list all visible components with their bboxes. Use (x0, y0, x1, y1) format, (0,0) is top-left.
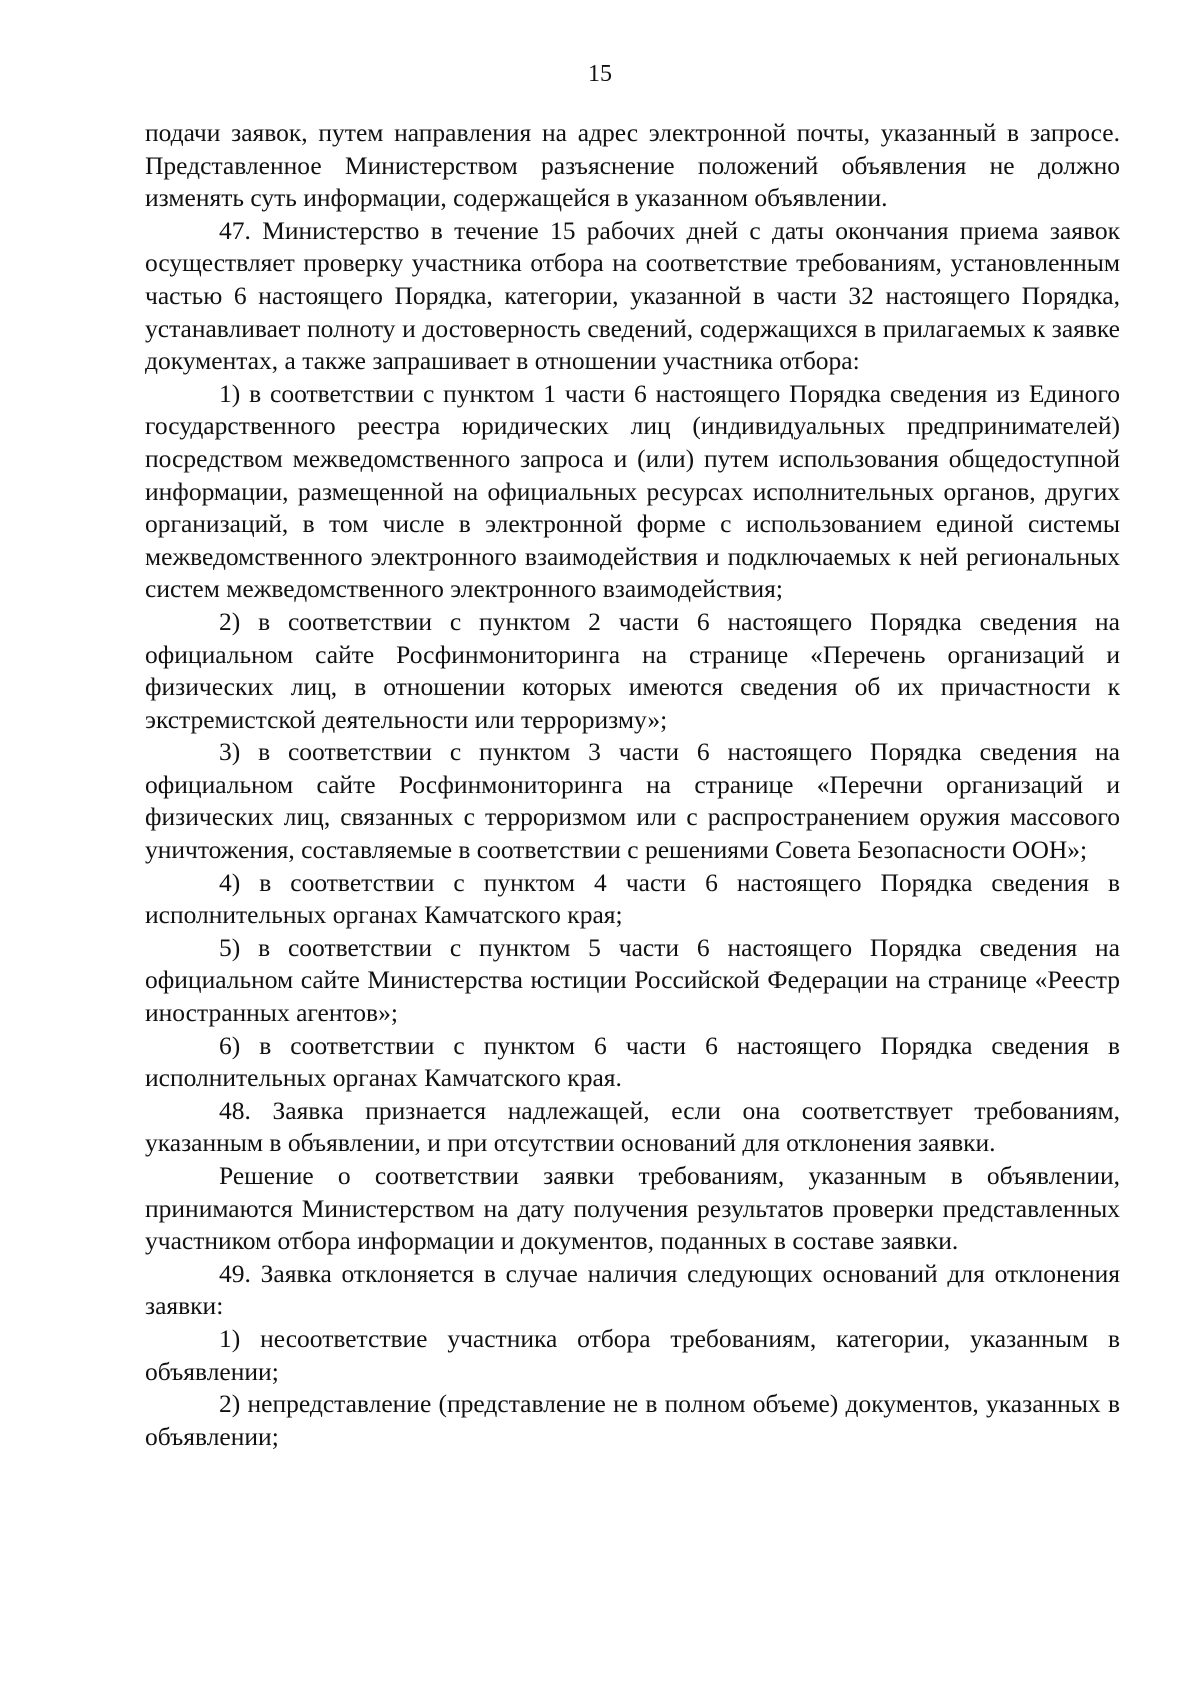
paragraph-continuation: подачи заявок, путем направления на адрес электронной почты, указанный в запросе. Представленное Министерством разъяснение положений объявления не должно изменять суть информации, содержащейся в указанном объявлении. (145, 118, 1120, 213)
paragraph-decision: Решение о соответствии заявки требованиям, указанным в объявлении, принимаются Министерством на дату получения результатов проверки представленных участником отбора информации и документов, поданных в составе заявки. (145, 1161, 1120, 1256)
paragraph-item-5: 5) в соответствии с пунктом 5 части 6 настоящего Порядка сведения на официальном сайте Министерства юстиции Российской Федерации на странице «Реестр иностранных агентов»; (145, 932, 1120, 1028)
paragraph-rejection-1: 1) несоответствие участника отбора требованиям, категории, указанным в объявлении; (145, 1323, 1120, 1386)
paragraph-item-4: 4) в соответствии с пунктом 4 части 6 настоящего Порядка сведения в исполнительных органах Камчатского края; (145, 867, 1120, 930)
paragraph-clause-49: 49. Заявка отклоняется в случае наличия следующих оснований для отклонения заявки: (145, 1258, 1120, 1321)
paragraph-item-2: 2) в соответствии с пунктом 2 части 6 настоящего Порядка сведения на официальном сайте Росфинмониторинга на странице «Перечень организаций и физических лиц, в отношении которых имеются сведения об их причастности к экстремистской деятельности или терроризму»; (145, 606, 1120, 734)
page-number: 15 (588, 61, 612, 87)
paragraph-clause-48: 48. Заявка признается надлежащей, если она соответствует требованиям, указанным в объявлении, и при отсутствии оснований для отклонения заявки. (145, 1095, 1120, 1158)
paragraph-item-1: 1) в соответствии с пунктом 1 части 6 настоящего Порядка сведения из Единого государственного реестра юридических лиц (индивидуальных предпринимателей) посредством межведомственного запроса и (или) путем использования общедоступной информации, размещенной на официальных ресурсах исполнительных органов, других организаций, в том числе в электронной форме с использованием единой системы межведомственного электронного взаимодействия и подключаемых к ней региональных систем межведомственного электронного взаимодействия; (145, 378, 1120, 604)
paragraph-item-6: 6) в соответствии с пунктом 6 части 6 настоящего Порядка сведения в исполнительных органах Камчатского края. (145, 1030, 1120, 1093)
paragraph-rejection-2: 2) непредставление (представление не в полном объеме) документов, указанных в объявлении; (145, 1389, 1120, 1451)
paragraph-clause-47: 47. Министерство в течение 15 рабочих дней с даты окончания приема заявок осуществляет проверку участника отбора на соответствие требованиям, установленным частью 6 настоящего Порядка, категории, указанной в части 32 настоящего Порядка, устанавливает полноту и достоверность сведений, содержащихся в прилагаемых к заявке документах, а также запрашивает в отношении участника отбора: (145, 215, 1120, 376)
document-body (145, 117, 1120, 1453)
paragraph-item-3: 3) в соответствии с пунктом 3 части 6 настоящего Порядка сведения на официальном сайте Росфинмониторинга на странице «Перечни организаций и физических лиц, связанных с терроризмом или с распространением оружия массового уничтожения, составляемые в соответствии с решениями Совета Безопасности ООН»; (145, 737, 1120, 865)
